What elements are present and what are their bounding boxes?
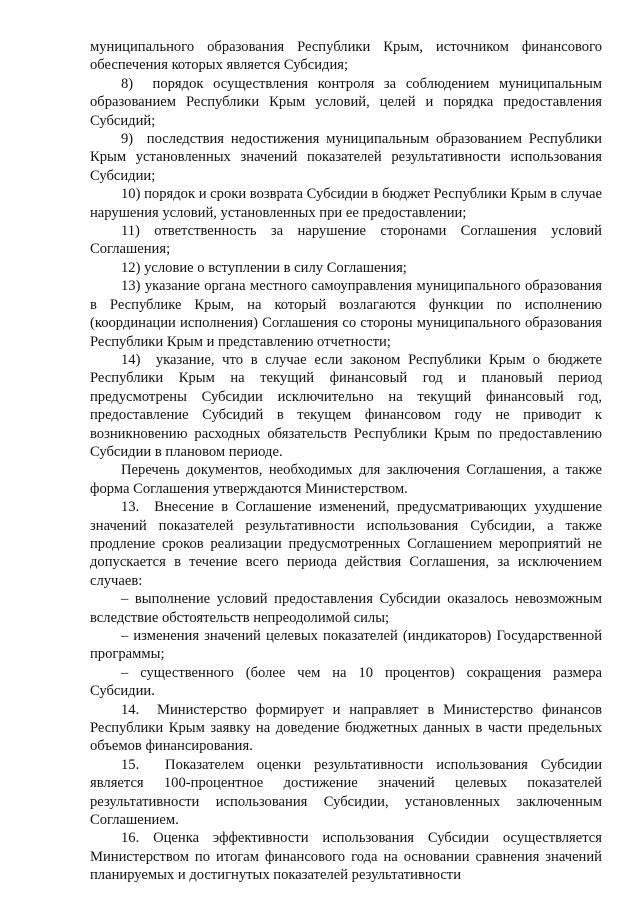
section-16: 16. Оценка эффективности использования Субсидии осуществляется Министерством по итогам финансового года на основании сравнения значений планируемых и достигнутых показателей результативности xyxy=(90,830,602,884)
section-13: 13. Внесение в Соглашение изменений, предусматривающих ухудшение значений показателей результативности использования Субсидии, а также продление сроков реализации предусмотренных Соглашением мероприятий не допускается в течение всего периода действия Соглашения, за исключением случаев: xyxy=(90,499,602,589)
exception-item: – существенного (более чем на 10 процентов) сокращения размера Субсидии. xyxy=(90,664,602,700)
list-item-13: 13) указание органа местного самоуправления муниципального образования в Республике Крым, на который возлагаются функции по исполнению (координации исполнения) Соглашения со стороны муниципального образования Республики Крым и представлению отчетности; xyxy=(90,278,602,350)
list-item-10: 10) порядок и сроки возврата Субсидии в бюджет Республики Крым в случае нарушения условий, установленных при ее предоставлении; xyxy=(90,186,602,221)
exception-item: – выполнение условий предоставления Субсидии оказалось невозможным вследствие обстоятельств непреодолимой силы; xyxy=(90,591,602,626)
list-item-14: 14) указание, что в случае если законом Республики Крым о бюджете Республики Крым на текущий финансовый год и плановый период предусмотрены Субсидии исключительно на текущий финансовый год, предоставление Субсидий в текущем финансовом году не приводит к возникновению расходных обязательств Республики Крым по предоставлению Субсидии в плановом периоде. xyxy=(90,351,602,460)
section-15: 15. Показателем оценки результативности использования Субсидии является 100-процентное достижение значений целевых показателей результативности использования Субсидии, установленных заключенным Соглашением. xyxy=(90,756,602,829)
list-item-12: 12) условие о вступлении в силу Соглашения; xyxy=(121,259,407,276)
document-body xyxy=(90,38,602,885)
list-item-8: 8) порядок осуществления контроля за соблюдением муниципальным образованием Республики Крым условий, целей и порядка предоставления Субсидий; xyxy=(90,75,602,129)
list-item-11: 11) ответственность за нарушение сторонами Соглашения условий Соглашения; xyxy=(90,223,602,258)
list-item-9: 9) последствия недостижения муниципальным образованием Республики Крым установленных значений показателей результативности использования Субсидии; xyxy=(90,131,602,184)
paragraph-continuation: муниципального образования Республики Крым, источником финансового обеспечения которых является Субсидия; xyxy=(90,39,602,74)
section-14: 14. Министерство формирует и направляет в Министерство финансов Республики Крым заявку на доведение бюджетных данных в части предельных объемов финансирования. xyxy=(90,701,602,755)
exception-item: – изменения значений целевых показателей (индикаторов) Государственной программы; xyxy=(90,628,602,663)
paragraph-documents-list: Перечень документов, необходимых для заключения Соглашения, а также форма Соглашения утверждаются Министерством. xyxy=(90,462,602,497)
